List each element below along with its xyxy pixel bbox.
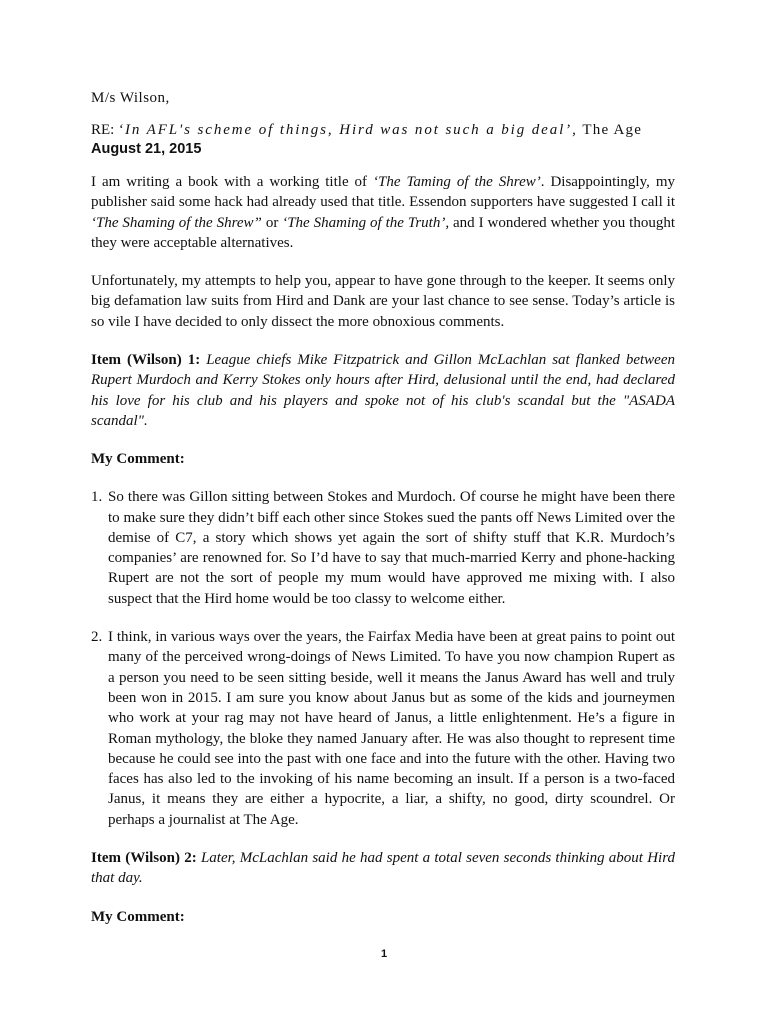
comment-heading-2: My Comment: [91,908,185,925]
page-number: 1 [380,948,388,960]
re-prefix: RE: [91,122,119,138]
item-2-quote: Later, McLachlan said he had spent a total seven seconds thinking about Hird that day. [91,850,675,887]
comment-list [91,487,675,830]
letter-date: August 21, 2015 [91,141,202,157]
item-2-label: Item (Wilson) 2: [91,850,197,867]
re-article-title: ‘In AFL's scheme of things, Hird was not such a big deal’, [118,122,578,138]
item-1-quote: League chiefs Mike Fitzpatrick and Gillon McLachlan sat flanked between Rupert Murdoch and Kerry Stokes only hours after Hird, delusional until the end, had declared his love for his club and his players and spoke not of his club's scandal but the "ASADA scandal". [91,352,676,429]
comment-item-2-number: 2. [91,629,103,646]
paragraph-intro-part1: I am writing a book with a working title of [91,174,374,190]
comment-item-2 [91,627,675,830]
salutation: M/s Wilson, [91,90,170,106]
comment-heading-1: My Comment: [91,451,185,468]
re-line [91,121,675,140]
item-1-label: Item (Wilson) 1: [91,352,201,369]
paragraph-intro [91,172,675,253]
paragraph-intro-part4: and I wondered whether you thought they were acceptable alternatives. [91,214,675,251]
book-title-shaming-truth: ‘The Shaming of the Truth’, [282,214,450,231]
paragraph-keeper: Unfortunately, my attempts to help you, appear to have gone through to the keeper. It seems only big defamation law suits from Hird and Dank are your last chance to see sense. Today’s article is so vile I have decided to only dissect the more obnoxious comments. [91,273,675,330]
book-title-taming: ‘The Taming of the Shrew’ [373,174,541,190]
comment-item-1-number: 1. [91,489,103,506]
paragraph-intro-part2: . Disappointingly, my publisher said some hack had already used that title. Essendon supporters have suggested I call it [91,174,676,211]
item-1 [91,350,675,431]
re-publication: The Age [577,122,643,138]
item-2 [91,848,675,889]
comment-item-2-text: I think, in various ways over the years, the Fairfax Media have been at great pains to point out many of the perceived wrong-doings of News Limited. To have you now champion Rupert as a person you need to be seen sitting beside, well it means the Janus Award has well and truly been won in 2015. I am sure you know about Janus but as some of the kids and journeymen who work at your rag may not have heard of Janus, a little enlightenment. He’s a figure in Roman mythology, the bloke they named January after. He was also thought to represent time because he could see into the past with one face and into the future with the other. Having two faces has also led to the invoking of his name becoming an insult. If a person is a two-faced Janus, it means they are either a hypocrite, a liar, a shifty, no good, dirty scoundrel. Or perhaps a journalist at The Age. [108,629,675,828]
comment-item-1-text: So there was Gillon sitting between Stokes and Murdoch. Of course he might have been there to make sure they didn’t biff each other since Stokes sued the pants off News Limited over the demise of C7, a story which shows yet again the sort of shifty stuff that K.R. Murdoch’s companies’ are renowned for. So I’d have to say that much-married Kerry and phone-hacking Rupert are not the sort of people my mum would have approved me mixing with. I also suspect that the Hird home would be too classy to welcome either. [108,489,675,607]
paragraph-intro-part3: or [261,214,283,231]
book-title-shaming-shrew: ‘The Shaming of the Shrew” [91,214,262,231]
comment-item-1 [91,487,675,609]
